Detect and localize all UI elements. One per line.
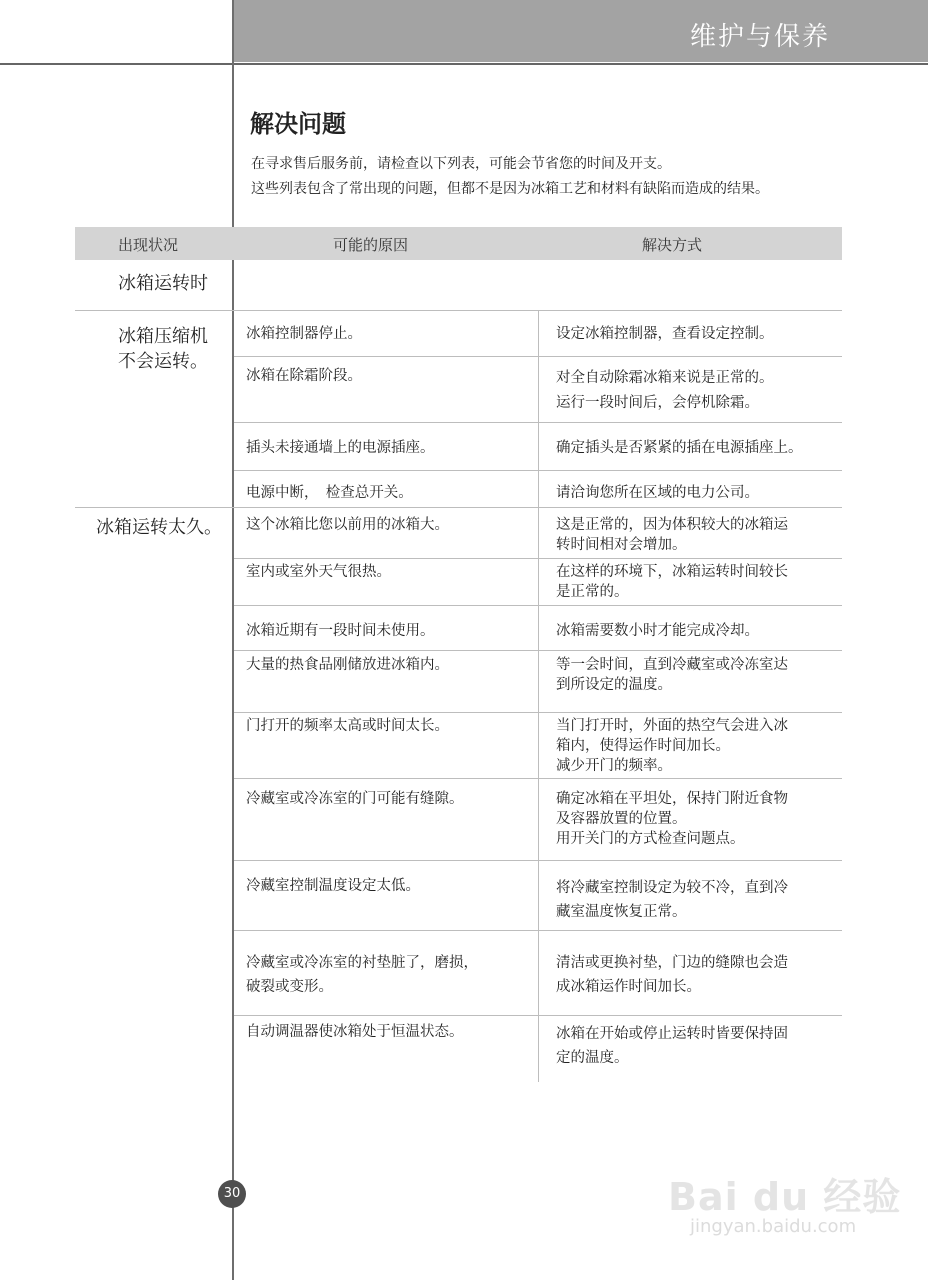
- cause-cell: 大量的热食品刚储放进冰箱内。: [246, 657, 449, 673]
- solution-cell: 将冷藏室控制设定为较不冷，直到冷 藏室温度恢复正常。: [556, 880, 788, 920]
- cause-cell: 冰箱控制器停止。: [246, 326, 362, 342]
- solution-cell: 冰箱需要数小时才能完成冷却。: [556, 623, 759, 639]
- cause-cell: 冷藏室控制温度设定太低。: [246, 878, 420, 894]
- intro-line: 这些列表包含了常出现的问题，但都不是因为冰箱工艺和材料有缺陷而造成的结果。: [251, 181, 769, 197]
- solution-cell: 对全自动除霜冰箱来说是正常的。 运行一段时间后，会停机除霜。: [556, 370, 774, 411]
- cause-cell: 这个冰箱比您以前用的冰箱大。: [246, 517, 449, 533]
- cause-cell: 插头未接通墙上的电源插座。: [246, 440, 435, 456]
- row-divider: [75, 310, 842, 311]
- row-divider: [234, 1015, 842, 1016]
- column-divider: [538, 310, 539, 1082]
- column-header-status: 出现状况: [118, 236, 179, 254]
- column-header-solution: 解决方式: [642, 236, 703, 254]
- intro-line: 在寻求售后服务前，请检查以下列表，可能会节省您的时间及开支。: [251, 156, 671, 172]
- cause-cell: 冷藏室或冷冻室的门可能有缝隙。: [246, 791, 464, 807]
- header-rule: [0, 63, 928, 65]
- cause-cell: 门打开的频率太高或时间太长。: [246, 718, 449, 734]
- row-divider: [234, 860, 842, 861]
- solution-cell: 这是正常的，因为体积较大的冰箱运 转时间相对会增加。: [556, 517, 788, 553]
- cause-cell: 室内或室外天气很热。: [246, 564, 391, 580]
- margin-rule: [232, 0, 234, 1280]
- section-title: 维护与保养: [689, 22, 830, 52]
- page-number: 30: [218, 1180, 246, 1208]
- watermark-logo: Bai du 经验: [668, 1175, 902, 1219]
- solution-cell: 请洽询您所在区域的电力公司。: [556, 485, 759, 501]
- row-divider: [75, 507, 842, 508]
- row-divider: [234, 650, 842, 651]
- row-divider: [234, 356, 842, 357]
- solution-cell: 等一会时间，直到冷藏室或冷冻室达 到所设定的温度。: [556, 657, 788, 693]
- solution-cell: 确定插头是否紧紧的插在电源插座上。: [556, 440, 803, 456]
- group-label: 冰箱运转太久。: [96, 517, 222, 538]
- solution-cell: 在这样的环境下，冰箱运转时间较长 是正常的。: [556, 564, 788, 600]
- row-divider: [234, 778, 842, 779]
- table-header: [75, 227, 842, 260]
- row-divider: [234, 558, 842, 559]
- row-divider: [234, 930, 842, 931]
- section-label: 冰箱运转时: [118, 273, 208, 294]
- solution-cell: 冰箱在开始或停止运转时皆要保持固 定的温度。: [556, 1026, 788, 1066]
- row-divider: [234, 605, 842, 606]
- group-label: 冰箱压缩机 不会运转。: [118, 326, 208, 372]
- solution-cell: 设定冰箱控制器，查看设定控制。: [556, 326, 774, 342]
- solution-cell: 确定冰箱在平坦处，保持门附近食物 及容器放置的位置。 用开关门的方式检查问题点。: [556, 791, 788, 847]
- cause-cell: 自动调温器使冰箱处于恒温状态。: [246, 1024, 464, 1040]
- cause-cell: 冰箱近期有一段时间未使用。: [246, 623, 435, 639]
- cause-cell: 电源中断， 检查总开关。: [246, 485, 413, 501]
- page-title: 解决问题: [250, 110, 346, 138]
- cause-cell: 冰箱在除霜阶段。: [246, 368, 362, 384]
- solution-cell: 清洁或更换衬垫，门边的缝隙也会造 成冰箱运作时间加长。: [556, 955, 788, 995]
- header-band: [234, 0, 928, 62]
- row-divider: [234, 712, 842, 713]
- row-divider: [234, 422, 842, 423]
- column-header-cause: 可能的原因: [333, 236, 409, 254]
- row-divider: [234, 470, 842, 471]
- solution-cell: 当门打开时，外面的热空气会进入冰 箱内，使得运作时间加长。 减少开门的频率。: [556, 718, 788, 774]
- cause-cell: 冷藏室或冷冻室的衬垫脏了，磨损， 破裂或变形。: [246, 955, 478, 995]
- watermark-url: jingyan.baidu.com: [690, 1216, 857, 1237]
